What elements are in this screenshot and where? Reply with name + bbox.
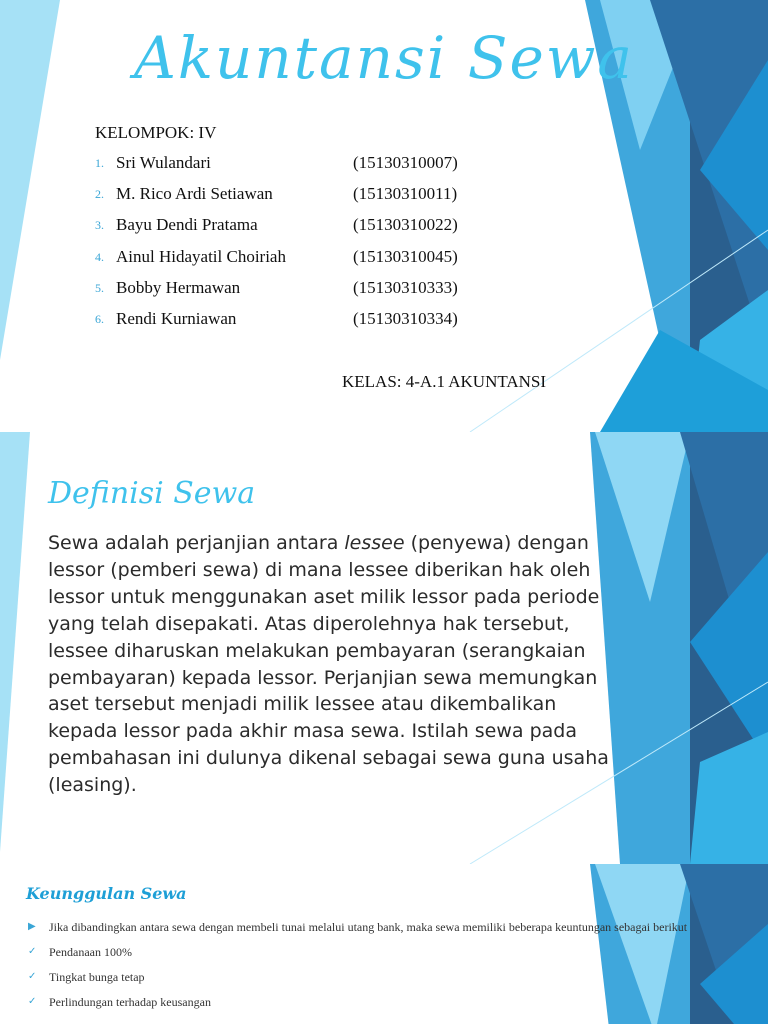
slide-definition (0, 432, 768, 864)
member-nim: (15130310333) (353, 277, 458, 297)
member-number: 2. (95, 187, 104, 202)
member-name: Bayu Dendi Pratama (116, 215, 258, 235)
list-item-text: Pendanaan 100% (49, 945, 132, 959)
triangle-bullet-icon: ▶ (28, 921, 36, 932)
member-number: 6. (95, 311, 104, 326)
slide-title (0, 0, 768, 432)
class-label: KELAS: 4-A.1 AKUNTANSI (342, 372, 547, 391)
list-item-text: Perlindungan terhadap keusangan (49, 995, 211, 1009)
member-number: 4. (95, 249, 104, 264)
member-name: Sri Wulandari (116, 153, 211, 172)
advantages-list (28, 919, 718, 1019)
check-icon: ✓ (28, 946, 37, 957)
member-nim: (15130310045) (353, 246, 458, 266)
member-nim: (15130310334) (353, 308, 458, 328)
definition-italic-term: lessee (344, 532, 405, 554)
list-item (28, 919, 718, 935)
member-nim: (15130310007) (353, 153, 458, 172)
member-name: Rendi Kurniawan (116, 308, 237, 328)
group-label: KELOMPOK: IV (95, 123, 217, 142)
presentation-title: Akuntansi Sewa (133, 24, 634, 92)
definition-text-continued: (penyewa) dengan lessor (pemberi sewa) di mana lessee diberikan hak oleh lessor untuk menggunakan aset milik lessor pada periode yang telah disepakati. Atas diperolehnya hak tersebut, lessee diharuskan melakukan pembayaran (serangkaian pembayaran) kepada lessor. Perjanjian sewa memungkan aset tersebut menjadi milik lessee atau dikembalikan kepada lessor pada akhir masa sewa. Istilah sewa pada pembahasan ini dulunya dikenal sebagai sewa guna usaha (leasing). (48, 532, 609, 797)
slide-advantages (0, 864, 768, 1024)
check-icon: ✓ (28, 996, 37, 1007)
member-nim: (15130310022) (353, 215, 458, 235)
member-number: 5. (95, 280, 104, 295)
member-nim: (15130310011) (353, 184, 458, 204)
member-name: Bobby Hermawan (116, 277, 241, 297)
list-item (28, 994, 718, 1010)
definition-text: Sewa adalah perjanjian antara (48, 532, 345, 554)
list-item (28, 969, 718, 985)
list-item-text: Tingkat bunga tetap (49, 970, 145, 984)
member-number: 3. (95, 218, 104, 233)
list-item-text: Jika dibandingkan antara sewa dengan membeli tunai melalui utang bank, maka sewa memiliki beberapa keuntungan sebagai berikut (49, 920, 688, 934)
member-name: M. Rico Ardi Setiawan (116, 184, 273, 204)
section-title: Keunggulan Sewa (26, 884, 187, 903)
member-name: Ainul Hidayatil Choiriah (116, 246, 286, 266)
section-title: Definisi Sewa (48, 476, 256, 511)
list-item (28, 944, 718, 960)
check-icon: ✓ (28, 971, 37, 982)
member-number: 1. (95, 156, 104, 170)
definition-paragraph (48, 530, 618, 799)
